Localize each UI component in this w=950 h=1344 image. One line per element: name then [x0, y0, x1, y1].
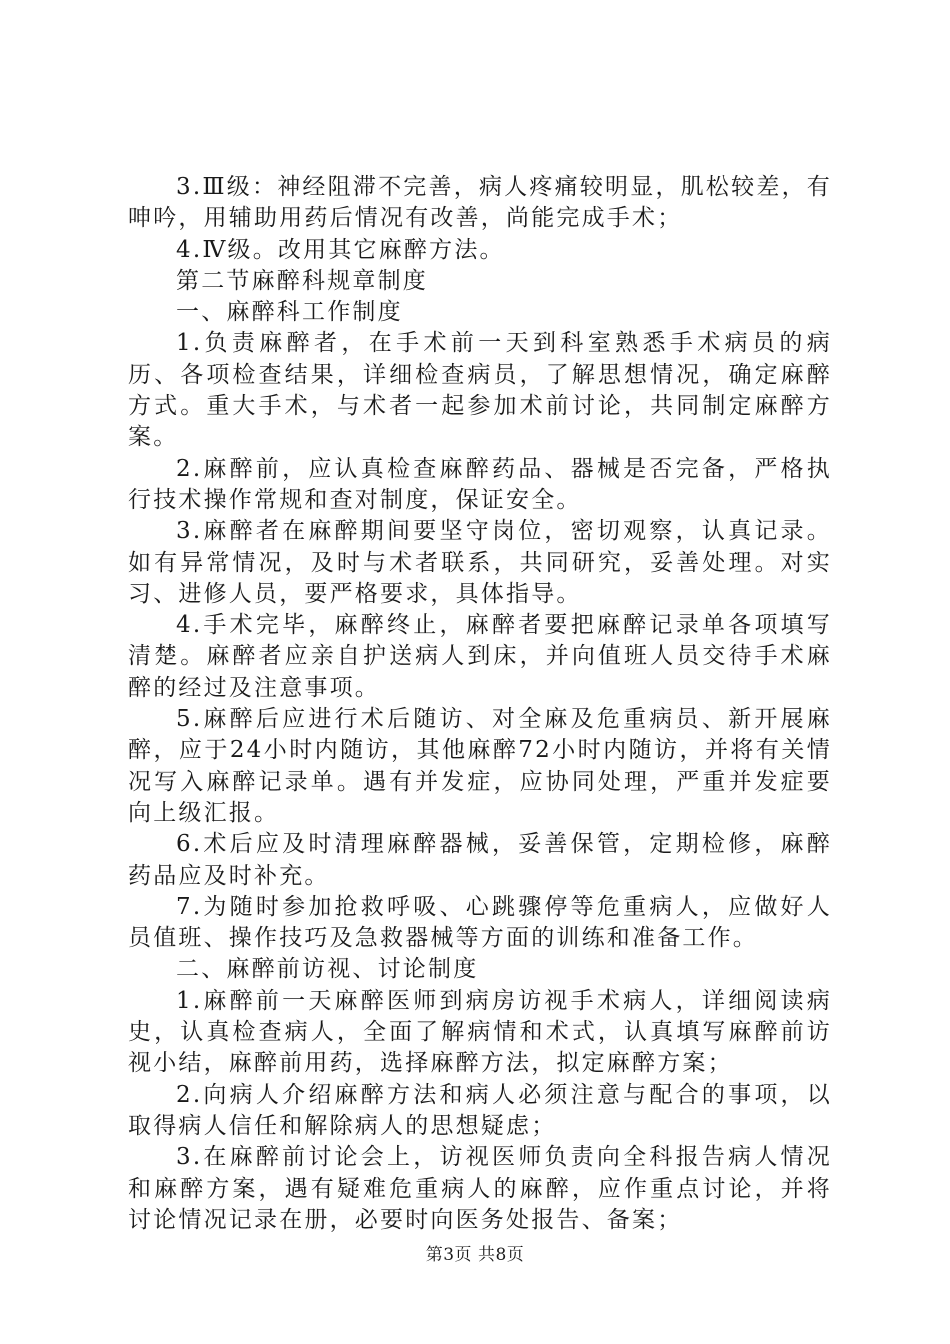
paragraph-visit-1: 1.麻醉前一天麻醉医师到病房访视手术病人，详细阅读病史，认真检查病人，全面了解病情和术式，认真填写麻醉前访视小结，麻醉前用药，选择麻醉方法，拟定麻醉方案；: [128, 987, 832, 1077]
paragraph-rule-4: 4.手术完毕，麻醉终止，麻醉者要把麻醉记录单各项填写清楚。麻醉者应亲自护送病人到床，并向值班人员交待手术麻醉的经过及注意事项。: [128, 612, 832, 701]
subsection-heading-visit-system: 二、麻醉前访视、讨论制度: [176, 956, 479, 983]
paragraph-visit-2: 2.向病人介绍麻醉方法和病人必须注意与配合的事项，以取得病人信任和解除病人的思想疑虑；: [128, 1081, 832, 1139]
paragraph-rule-7: 7.为随时参加抢救呼吸、心跳骤停等危重病人，应做好人员值班、操作技巧及急救器械等方面的训练和准备工作。: [128, 893, 832, 952]
paragraph-rule-5: 5.麻醉后应进行术后随访、对全麻及危重病员、新开展麻醉，应于24小时内随访，其他麻醉72小时内随访，并将有关情况写入麻醉记录单。遇有并发症，应协同处理，严重并发症要向上级汇报。: [128, 706, 832, 826]
paragraph-visit-3: 3.在麻醉前讨论会上，访视医师负责向全科报告病人情况和麻醉方案，遇有疑难危重病人的麻醉，应作重点讨论，并将讨论情况记录在册，必要时向医务处报告、备案；: [128, 1144, 832, 1233]
page-footer: 第3页 共8页: [425, 1245, 525, 1265]
paragraph-rule-3: 3.麻醉者在麻醉期间要坚守岗位，密切观察，认真记录。如有异常情况，及时与术者联系，共同研究，妥善处理。对实习、进修人员，要严格要求，具体指导。: [128, 518, 832, 607]
paragraph-grade-3: 3.Ⅲ级：神经阻滞不完善，病人疼痛较明显，肌松较差，有呻吟，用辅助用药后情况有改善，尚能完成手术；: [128, 174, 832, 232]
document-body: [128, 172, 832, 1236]
paragraph-grade-4: 4.Ⅳ级。改用其它麻醉方法。: [176, 236, 505, 263]
paragraph-rule-1: 1.负责麻醉者，在手术前一天到科室熟悉手术病员的病历、各项检查结果，详细检查病员，了解思想情况，确定麻醉方式。重大手术，与术者一起参加术前讨论，共同制定麻醉方案。: [128, 330, 832, 451]
paragraph-rule-6: 6.术后应及时清理麻醉器械，妥善保管，定期检修，麻醉药品应及时补充。: [128, 831, 832, 889]
paragraph-rule-2: 2.麻醉前，应认真检查麻醉药品、器械是否完备，严格执行技术操作常规和查对制度，保证安全。: [128, 455, 832, 513]
section-heading: 第二节麻醉科规章制度: [176, 267, 428, 294]
subsection-heading-work-system: 一、麻醉科工作制度: [176, 299, 403, 326]
